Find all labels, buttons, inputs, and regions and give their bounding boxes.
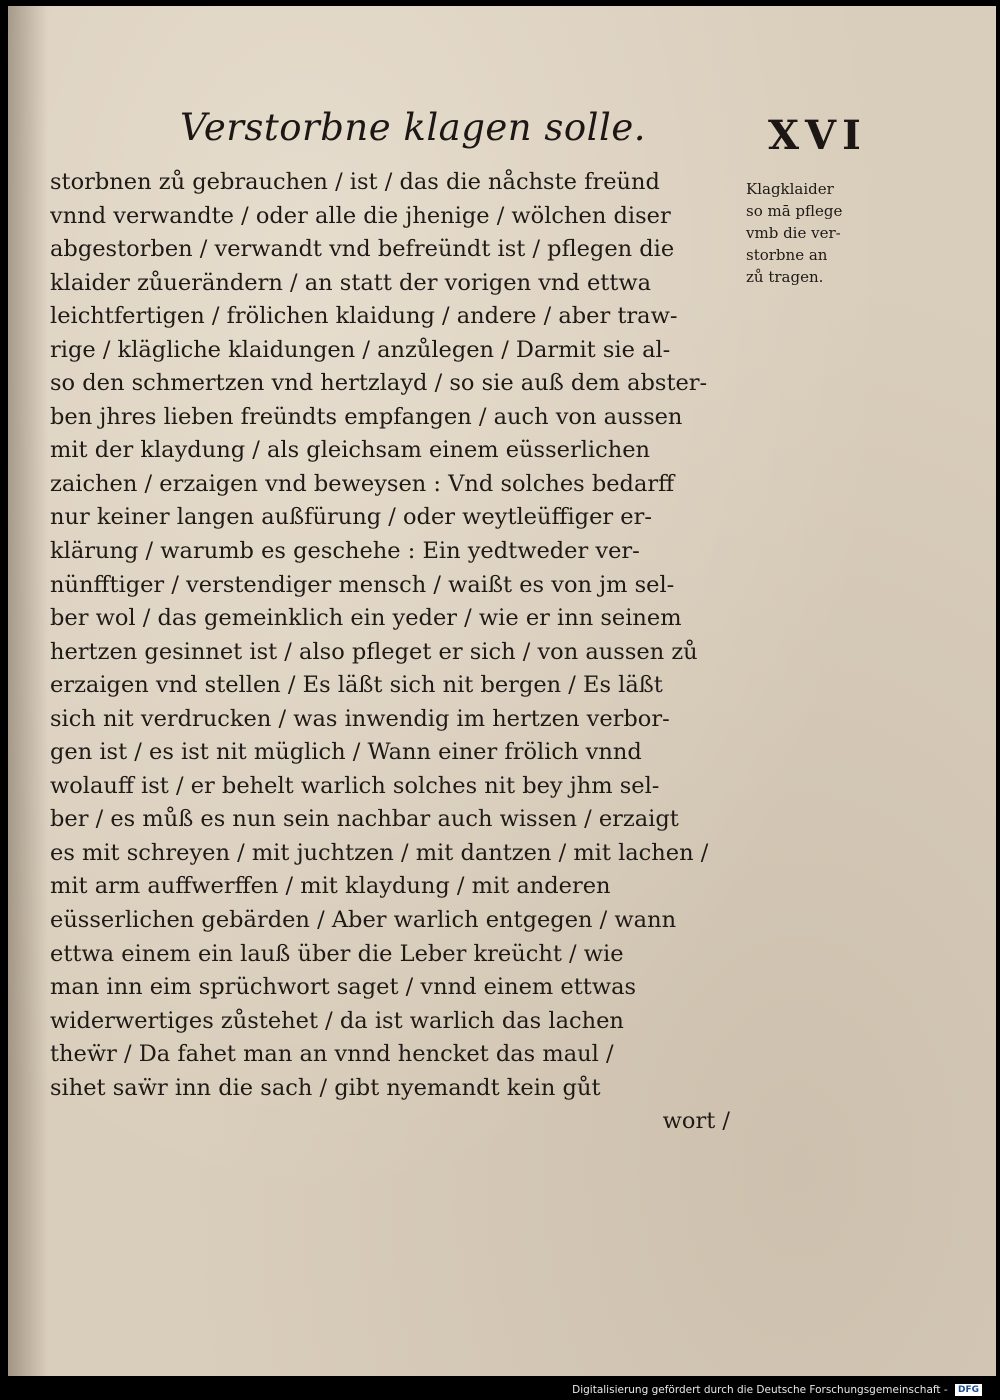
text-line: zaichen / erzaigen vnd beweysen : Vnd solches bedarff xyxy=(50,470,675,497)
text-line: vnnd verwandte / oder alle die jhenige / wölchen diser xyxy=(50,202,671,229)
text-line: ber / es můß es nun sein nachbar auch wissen / erzaigt xyxy=(50,806,679,833)
text-line: sich nit verdrucken / was inwendig im hertzen verbor- xyxy=(50,705,670,732)
text-line: man inn eim sprüchwort saget / vnnd einem ettwas xyxy=(50,974,637,1001)
text-line: mit der klaydung / als gleichsam einem eüsserlichen xyxy=(50,437,651,464)
text-line: theẅr / Da fahet man an vnnd hencket das maul / xyxy=(50,1041,614,1068)
text-line: es mit schreyen / mit juchtzen / mit dantzen / mit lachen / xyxy=(50,839,709,866)
funding-credit-text: Digitalisierung gefördert durch die Deutsche Forschungsgemeinschaft - xyxy=(572,1384,948,1396)
text-line: erzaigen vnd stellen / Es läßt sich nit bergen / Es läßt xyxy=(50,672,663,699)
dfg-logo-icon: DFG xyxy=(955,1384,982,1396)
book-page xyxy=(8,6,996,1376)
running-head: Verstorbne klagen solle. xyxy=(180,106,646,149)
marginal-note-line: zů tragen. xyxy=(746,268,824,286)
body-text xyxy=(50,166,750,1139)
marginal-note-line: Klagklaider xyxy=(746,180,834,198)
text-line: ettwa einem ein lauß über die Leber kreücht / wie xyxy=(50,940,624,967)
text-line: wolauff ist / er behelt warlich solches nit bey jhm sel- xyxy=(50,772,660,799)
text-line: storbnen zů gebrauchen / ist / das die nåchste freünd xyxy=(50,169,660,195)
text-line: nünfftiger / verstendiger mensch / waißt es von jm sel- xyxy=(50,571,675,598)
text-line: abgestorben / verwandt vnd befreündt ist / pflegen die xyxy=(50,236,675,263)
text-line: nur keiner langen außfürung / oder weytleüffiger er- xyxy=(50,504,652,531)
marginal-note-line: vmb die ver- xyxy=(746,224,841,242)
marginal-note-line: so mā pflege xyxy=(746,202,843,220)
text-line: klaider zůuerändern / an statt der vorigen vnd ettwa xyxy=(50,269,652,296)
folio-number: XVI xyxy=(768,112,867,159)
text-line: eüsserlichen gebärden / Aber warlich entgegen / wann xyxy=(50,907,677,934)
text-line: rige / klägliche klaidungen / anzůlegen / Darmit sie al- xyxy=(50,336,671,363)
text-line: ber wol / das gemeinklich ein yeder / wie er inn seinem xyxy=(50,605,682,632)
catchword-line: wort / xyxy=(662,1108,730,1135)
text-line: so den schmertzen vnd hertzlayd / so sie auß dem abster- xyxy=(50,370,708,397)
funding-credit xyxy=(572,1384,982,1396)
text-line: leichtfertigen / frölichen klaidung / andere / aber traw- xyxy=(50,303,678,330)
gutter-shadow xyxy=(8,6,48,1376)
text-line: klärung / warumb es geschehe : Ein yedtweder ver- xyxy=(50,538,640,565)
marginal-note-line: storbne an xyxy=(746,246,828,264)
text-line: widerwertiges zůstehet / da ist warlich das lachen xyxy=(50,1007,624,1034)
text-line: ben jhres lieben freündts empfangen / auch von aussen xyxy=(50,403,683,430)
marginal-note xyxy=(746,178,896,288)
text-line: gen ist / es ist nit müglich / Wann einer frölich vnnd xyxy=(50,739,642,766)
text-line: hertzen gesinnet ist / also pfleget er sich / von aussen zů xyxy=(50,638,698,665)
text-line: sihet saẅr inn die sach / gibt nyemandt kein gůt xyxy=(50,1074,601,1101)
text-line: mit arm auffwerffen / mit klaydung / mit anderen xyxy=(50,873,611,900)
